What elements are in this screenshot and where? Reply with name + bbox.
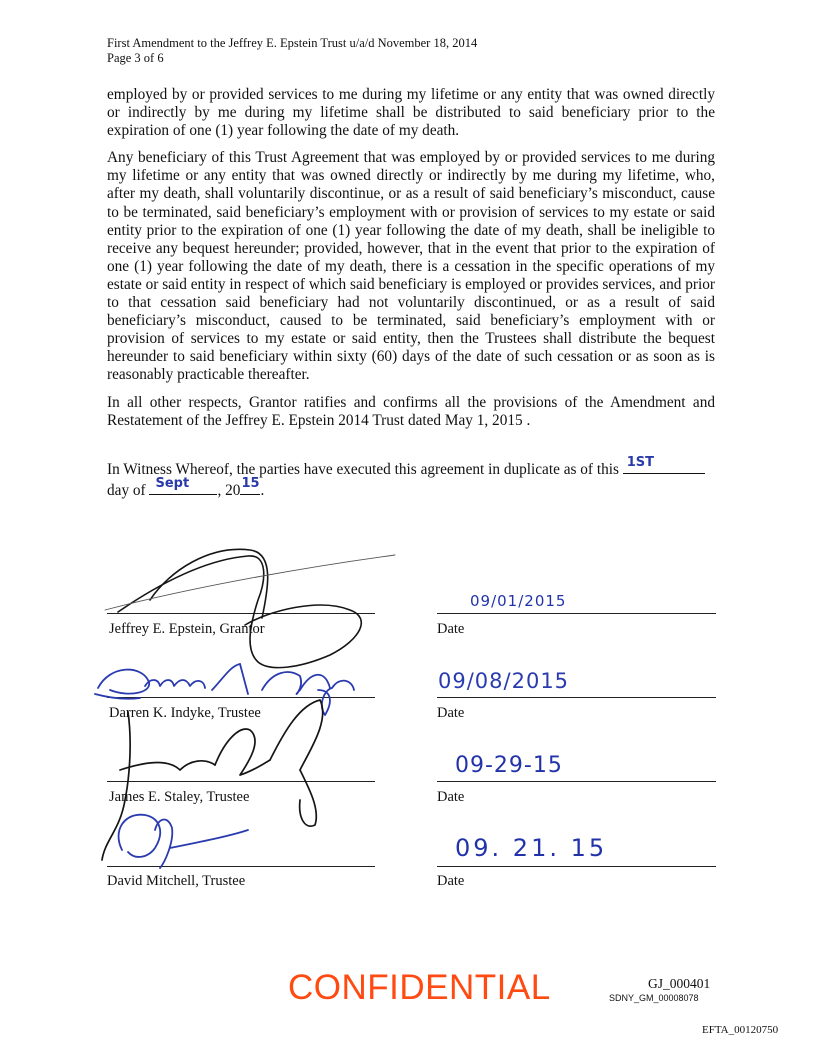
witness-period: . [260,482,265,500]
bates-number-sdny: SDNY_GM_00008078 [609,993,699,1003]
signature-indyke-scribble [95,664,354,715]
bates-number-gj: GJ_000401 [648,976,711,991]
day-handwritten: 1ST [626,454,655,470]
signer-name-epstein: Jeffrey E. Epstein, Grantor [109,621,265,637]
date-label-staley: Date [437,789,465,805]
efta-number: EFTA_00120750 [702,1024,779,1036]
signature-staley-scribble [102,700,323,860]
date-handwritten-staley: 09-29-15 [455,753,563,778]
year-prefix: , 20 [217,482,241,500]
day-of-label: day of [107,482,146,500]
date-handwritten-indyke: 09/08/2015 [438,669,570,693]
date-handwritten-epstein: 09/01/2015 [470,592,567,610]
witness-text: In Witness Whereof, the parties have executed this agreement in duplicate as of this [107,461,619,478]
signature-mitchell-scribble [119,815,248,868]
signature-epstein-scribble [105,549,395,667]
header-title: First Amendment to the Jeffrey E. Epstein Trust u/a/d November 18, 2014 [107,36,478,50]
header-page-number: Page 3 of 6 [107,51,164,65]
signer-name-mitchell: David Mitchell, Trustee [107,873,246,889]
paragraph-1: employed by or provided services to me during my lifetime or any entity that was owned directly or indirectly by me during my lifetime shall be distributed to said beneficiary prior to the expiration of one (1) year following the date of my death. [107,86,715,140]
signer-name-staley: James E. Staley, Trustee [109,789,250,805]
date-label-indyke: Date [437,705,465,721]
signer-name-indyke: Darren K. Indyke, Trustee [109,705,261,721]
date-label-mitchell: Date [437,873,465,889]
paragraph-3: In all other respects, Grantor ratifies and confirms all the provisions of the Amendment and Restatement of the Jeffrey E. Epstein 2014 Trust dated May 1, 2015 . [107,393,715,429]
date-label-epstein: Date [437,621,465,637]
date-handwritten-mitchell: 09. 21. 15 [455,834,608,862]
month-handwritten: Sept [155,476,190,491]
year-handwritten: 15 [241,476,260,491]
paragraph-2: Any beneficiary of this Trust Agreement that was employed by or provided services to me during my lifetime or any entity that was owned directly or indirectly by me during my lifetime, who, after my death, shall voluntarily discontinue, or as a result of said beneficiary’s misconduct, cause to be terminated, said beneficiary’s employment with or provision of services to my estate or said entity prior to the expiration of one (1) year following the date of my death, shall be ineligible to receive any bequest hereunder; provided, however, that in the event that prior to the expiration of one (1) year following the date of my death, there is a cessation in the specific operations of my estate or said entity in respect of which said beneficiary is employed or provides services, and prior to that cessation said beneficiary had not voluntarily discontinued, or as a result of said beneficiary’s misconduct, caused to be terminated, said beneficiary’s employment with or provision of services to my estate or said entity, then the Trustees shall distribute the bequest hereunder to said beneficiary within sixty (60) days of the date of such cessation or as soon as is reasonably practicable thereafter. [107,149,715,384]
confidential-stamp: CONFIDENTIAL [288,968,551,1007]
